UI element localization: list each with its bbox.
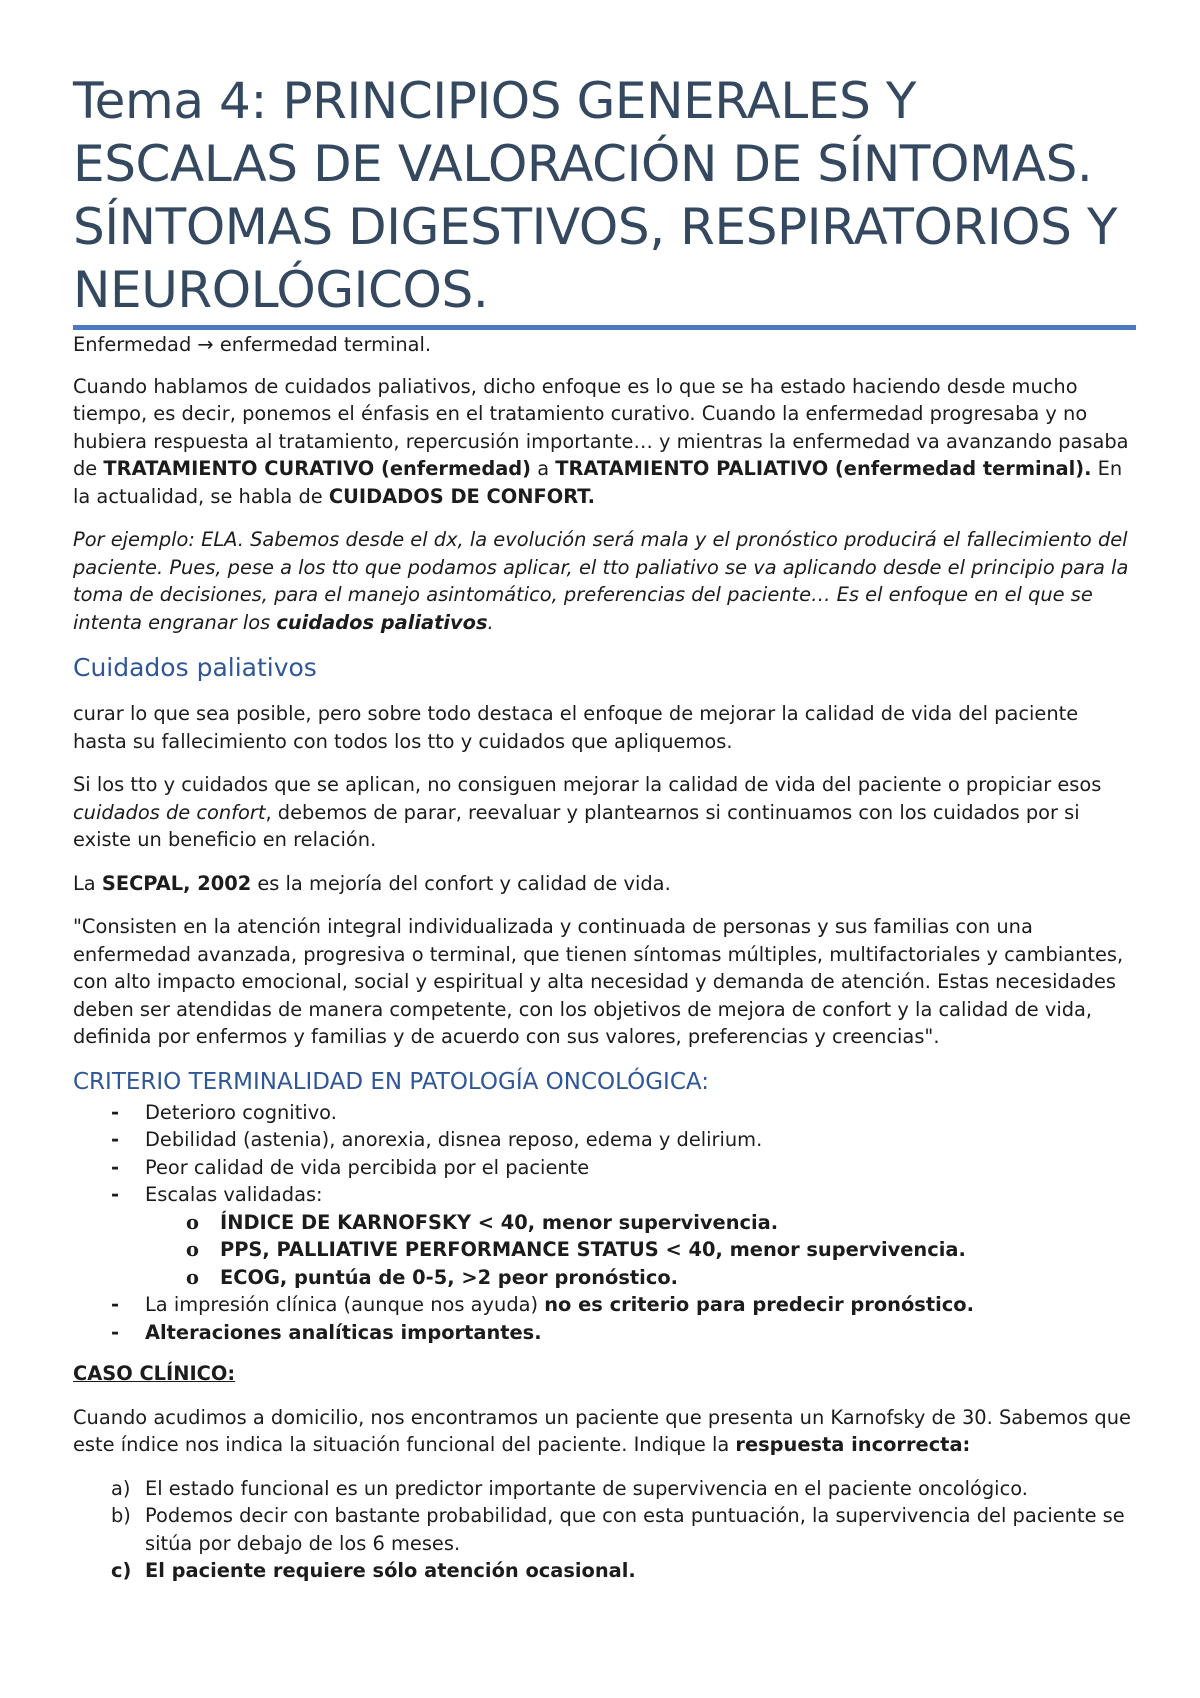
bold-run: TRATAMIENTO PALIATIVO (enfermedad terminal). — [555, 457, 1092, 480]
bold-run: SECPAL, 2002 — [101, 871, 252, 895]
italic-run: cuidados de confort — [73, 800, 266, 824]
text-run: En la actualidad, se habla de — [73, 457, 1123, 508]
text-run: , debemos de parar, reevaluar y plantearnos si continuamos con los cuidados por si existe un beneficio en relación. — [73, 800, 1080, 851]
criterio-list — [73, 1099, 1136, 1347]
text-run: Cuando hablamos de cuidados paliativos, dicho enfoque es lo que se ha estado haciendo desde mucho tiempo, es decir, ponemos el énfasis en el tratamiento curativo. Cuando la enfermedad progresaba y no hubiera respuesta al tratamiento, repercusión importante… y mientras la enfermedad va avanzando pasaba de — [73, 374, 1129, 480]
heading-criterio-terminalidad: CRITERIO TERMINALIDAD EN PATOLOGÍA ONCOLÓGICA: — [73, 1068, 709, 1095]
text-run: Por ejemplo: ELA. Sabemos desde el dx, la evolución será mala y el pronóstico producirá el fallecimiento del paciente. Pues, pese a los tto que podamos aplicar, el tto paliativo se va aplicando desde el principio para la toma de decisiones, para el manejo asintomático, preferencias del paciente… Es el enfoque en el que se intenta engranar los — [73, 528, 1129, 634]
scale-text: PPS, PALLIATIVE PERFORMANCE STATUS < 40, menor supervivencia. — [220, 1238, 966, 1261]
option-text: El estado funcional es un predictor importante de supervivencia en el paciente oncológico. — [145, 1476, 1028, 1500]
cuidados-quote: "Consisten en la atención integral individualizada y continuada de personas y sus familias con una enfermedad avanzada, progresiva o terminal, que tienen síntomas múltiples, multifactoriales y cambiantes, con alto impacto emocional, social y espiritual y alta necesidad y demanda de atención. Estas necesidades deben ser atendidas de manera competente, con los objetivos de mejora de confort y la calidad de vida, definida por enfermos y familias y de acuerdo con sus valores, preferencias y creencias". — [73, 915, 1124, 1048]
intro-line — [73, 331, 1136, 359]
bullet-icon: o — [186, 1265, 199, 1289]
cuidados-paragraph-2 — [73, 771, 1136, 854]
page-title: Tema 4: PRINCIPIOS GENERALES Y ESCALAS DE VALORACIÓN DE SÍNTOMAS. SÍNTOMAS DIGESTIVOS, RESPIRATORIOS Y NEUROLÓGICOS. — [73, 70, 1136, 330]
caso-options — [73, 1475, 1136, 1585]
intro-paragraph-2 — [73, 526, 1136, 636]
bold-run: respuesta incorrecta: — [735, 1433, 971, 1456]
scale-text: ECOG, puntúa de 0-5, >2 peor pronóstico. — [220, 1265, 679, 1289]
bullet-icon: o — [186, 1238, 199, 1261]
text-run: La impresión clínica (aunque nos ayuda) — [145, 1293, 545, 1316]
list-item-label: Escalas validadas: — [145, 1183, 323, 1206]
option-label: b) — [111, 1504, 131, 1527]
option-b — [73, 1502, 1136, 1557]
intro-enfermedad: Enfermedad — [73, 333, 192, 356]
list-item — [73, 1319, 1136, 1347]
option-text: Podemos decir con bastante probabilidad, que con esta puntuación, la supervivencia del paciente se sitúa por debajo de los 6 meses. — [145, 1504, 1125, 1555]
intro-paragraph-1 — [73, 373, 1136, 511]
cuidados-paragraph-3 — [73, 870, 1136, 898]
option-text: El paciente requiere sólo atención ocasional. — [145, 1559, 636, 1582]
scale-item — [73, 1209, 1136, 1237]
list-item-escalas — [73, 1181, 1136, 1291]
option-c — [73, 1557, 1136, 1585]
option-label: a) — [111, 1476, 131, 1500]
list-item — [73, 1291, 1136, 1319]
text-run: a — [531, 457, 556, 480]
option-label: c) — [111, 1559, 132, 1582]
list-item: - Debilidad (astenia), anorexia, disnea reposo, edema y delirium. — [73, 1126, 1136, 1154]
option-a — [73, 1475, 1136, 1503]
intro-terminal: enfermedad terminal. — [219, 333, 432, 356]
bold-run: no es criterio para predecir pronóstico. — [544, 1293, 974, 1316]
scale-item — [73, 1236, 1136, 1264]
bold-run: CUIDADOS DE CONFORT. — [328, 484, 595, 508]
cuidados-paragraph-1: curar lo que sea posible, pero sobre todo destaca el enfoque de mejorar la calidad de vida del paciente hasta su fallecimiento con todos los tto y cuidados que apliquemos. — [73, 702, 1079, 753]
list-item: - Peor calidad de vida percibida por el paciente — [73, 1154, 1136, 1182]
heading-cuidados-paliativos: Cuidados paliativos — [73, 653, 317, 682]
bullet-icon: o — [186, 1210, 199, 1234]
scale-item — [73, 1264, 1136, 1292]
scale-text: ÍNDICE DE KARNOFSKY < 40, menor supervivencia. — [220, 1210, 779, 1234]
arrow-right-icon: → — [197, 333, 214, 356]
bold-run: cuidados paliativos — [276, 610, 488, 634]
caso-intro — [73, 1404, 1136, 1459]
bold-run: TRATAMIENTO CURATIVO (enfermedad) — [103, 457, 532, 480]
text-run: La — [73, 871, 102, 895]
heading-caso-clinico: CASO CLÍNICO: — [73, 1362, 236, 1385]
scales-list — [145, 1209, 1136, 1292]
text-run: Cuando acudimos a domicilio, nos encontramos un paciente que presenta un Karnofsky de 30. Sabemos que este índice nos indica la situación funcional del paciente. Indique la — [73, 1405, 1131, 1456]
text-run: es la mejoría del confort y calidad de vida. — [251, 871, 671, 895]
text-run: . — [487, 610, 494, 634]
list-item: - Deterioro cognitivo. — [73, 1099, 1136, 1127]
bold-run: Alteraciones analíticas importantes. — [145, 1320, 542, 1344]
text-run: Si los tto y cuidados que se aplican, no consiguen mejorar la calidad de vida del paciente o propiciar esos — [73, 773, 1102, 796]
